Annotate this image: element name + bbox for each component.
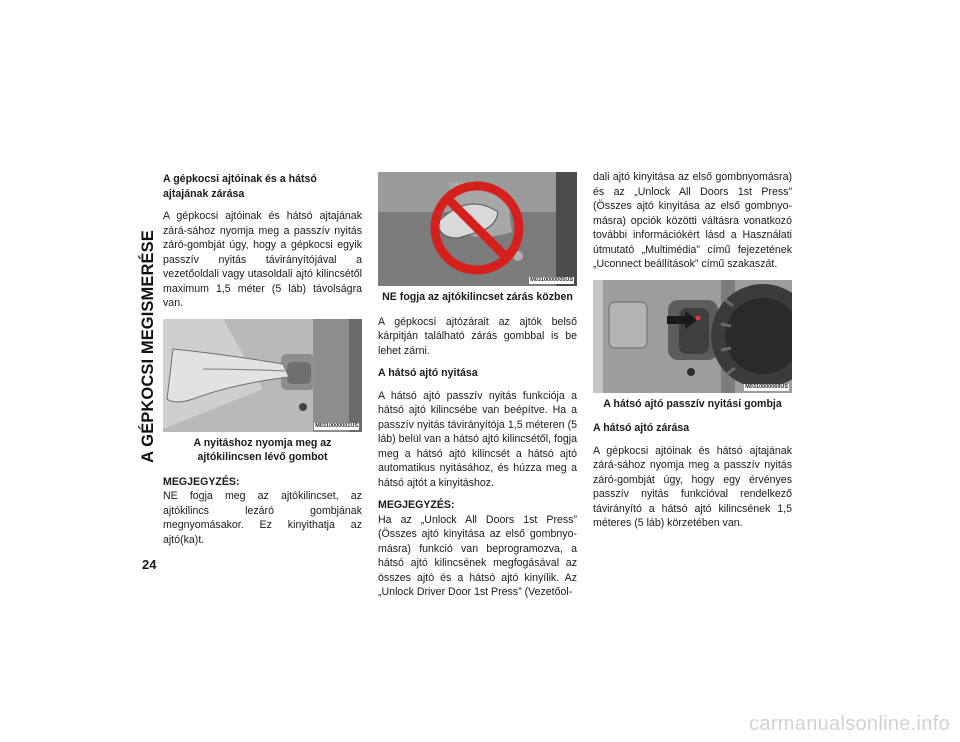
- figure-caption: NE fogja az ajtókilincset zárás közben: [382, 291, 573, 303]
- note-text: NE fogja meg az ajtókilincset, az ajtókilincs lezáró gombjának megnyomásakor. Ez kinyithatja az ajtó(ka)t.: [163, 490, 362, 546]
- paragraph-liftgate-lock: A gépkocsi ajtóinak és hátsó ajtajának zárá-sához nyomja meg a passzív nyitás záró-gombját úgy, hogy egy érvényes passzív nyitás funkcióval rendelkező távirányító a hátsó ajtó kilincsének 1,5 méteres (5 láb) körzetében van.: [593, 444, 792, 529]
- page-number: 24: [142, 557, 157, 572]
- section-heading-locking: A gépkocsi ajtóinak és a hátsó ajtajának zárása: [163, 173, 317, 200]
- section-heading-liftgate-lock: A hátsó ajtó zárása: [593, 422, 690, 434]
- column-2: [378, 172, 577, 608]
- figure-door-handle-button: [163, 319, 362, 432]
- figure-code: M0310000005US: [530, 277, 573, 283]
- chapter-side-tab: [138, 160, 158, 532]
- figure-code: M0310000069US: [745, 383, 788, 390]
- figure-do-not-hold-handle: [378, 172, 577, 286]
- prohibited-grip-illustration: [378, 172, 577, 286]
- note-title: MEGJEGYZÉS:: [378, 499, 455, 511]
- chapter-title: A GÉPKOCSI MEGISMERÉSE: [138, 229, 157, 463]
- column-1: [163, 172, 362, 555]
- door-handle-illustration: [163, 319, 362, 432]
- watermark: carmanualsonline.info: [749, 713, 950, 735]
- paragraph-continued: dali ajtó kinyitása az első gombnyomásra) és az „Unlock All Doors 1st Press” (Összes ajtó kinyitása az első gombnyo-másra) opciók közötti váltásra vonatkozó további információkért lásd a Használati útmutató „Multimédia” című fejezetének „Uconnect beállítások” című szakaszát.: [593, 171, 792, 270]
- column-3: [593, 170, 792, 539]
- figure-liftgate-button: [593, 280, 792, 393]
- liftgate-button-illustration: [593, 280, 792, 393]
- figure-caption: A nyitáshoz nyomja meg az ajtókilincsen lévő gombot: [193, 436, 332, 463]
- paragraph-locking: A gépkocsi ajtóinak és hátsó ajtajának zárá-sához nyomja meg a passzív nyitás záró-gombját úgy, hogy a gépkocsi egyik passzív nyitás távirányítójával a vezetőoldali vagy utasoldali ajtó kilincsétől maximum 1,5 méter (5 láb) távolságra van.: [163, 210, 362, 309]
- paragraph-liftgate-open: A hátsó ajtó passzív nyitás funkciója a hátsó ajtó kilincsébe van beépítve. Ha a passzív nyitás távirányítója 1,5 méteren (5 láb) belül van a hátsó ajtó kilincsétől, fogja meg a hátsó ajtó kilincsét a hátsó ajtó automatikus nyitásához, és húzza meg a hátsó ajtót a kinyitáshoz.: [378, 389, 577, 489]
- figure-caption: A hátsó ajtó passzív nyitási gombja: [603, 397, 782, 410]
- note-text: Ha az „Unlock All Doors 1st Press” (Összes ajtó kinyitása az első gombnyo-másra) funkció van beprogramozva, a hátsó ajtó kilincsének megfogásával az összes ajtó és a hátsó ajtó kinyílik. Az „Unlock Driver Door 1st Press” (Vezetőol-: [378, 513, 577, 598]
- section-heading-liftgate-open: A hátsó ajtó nyitása: [378, 367, 478, 379]
- note-title: MEGJEGYZÉS:: [163, 475, 240, 488]
- figure-code: M0310000001US: [315, 422, 358, 429]
- paragraph-interior-lock: A gépkocsi ajtózárait az ajtók belső kárpitján található zárás gombbal is be lehet zárni.: [378, 315, 577, 357]
